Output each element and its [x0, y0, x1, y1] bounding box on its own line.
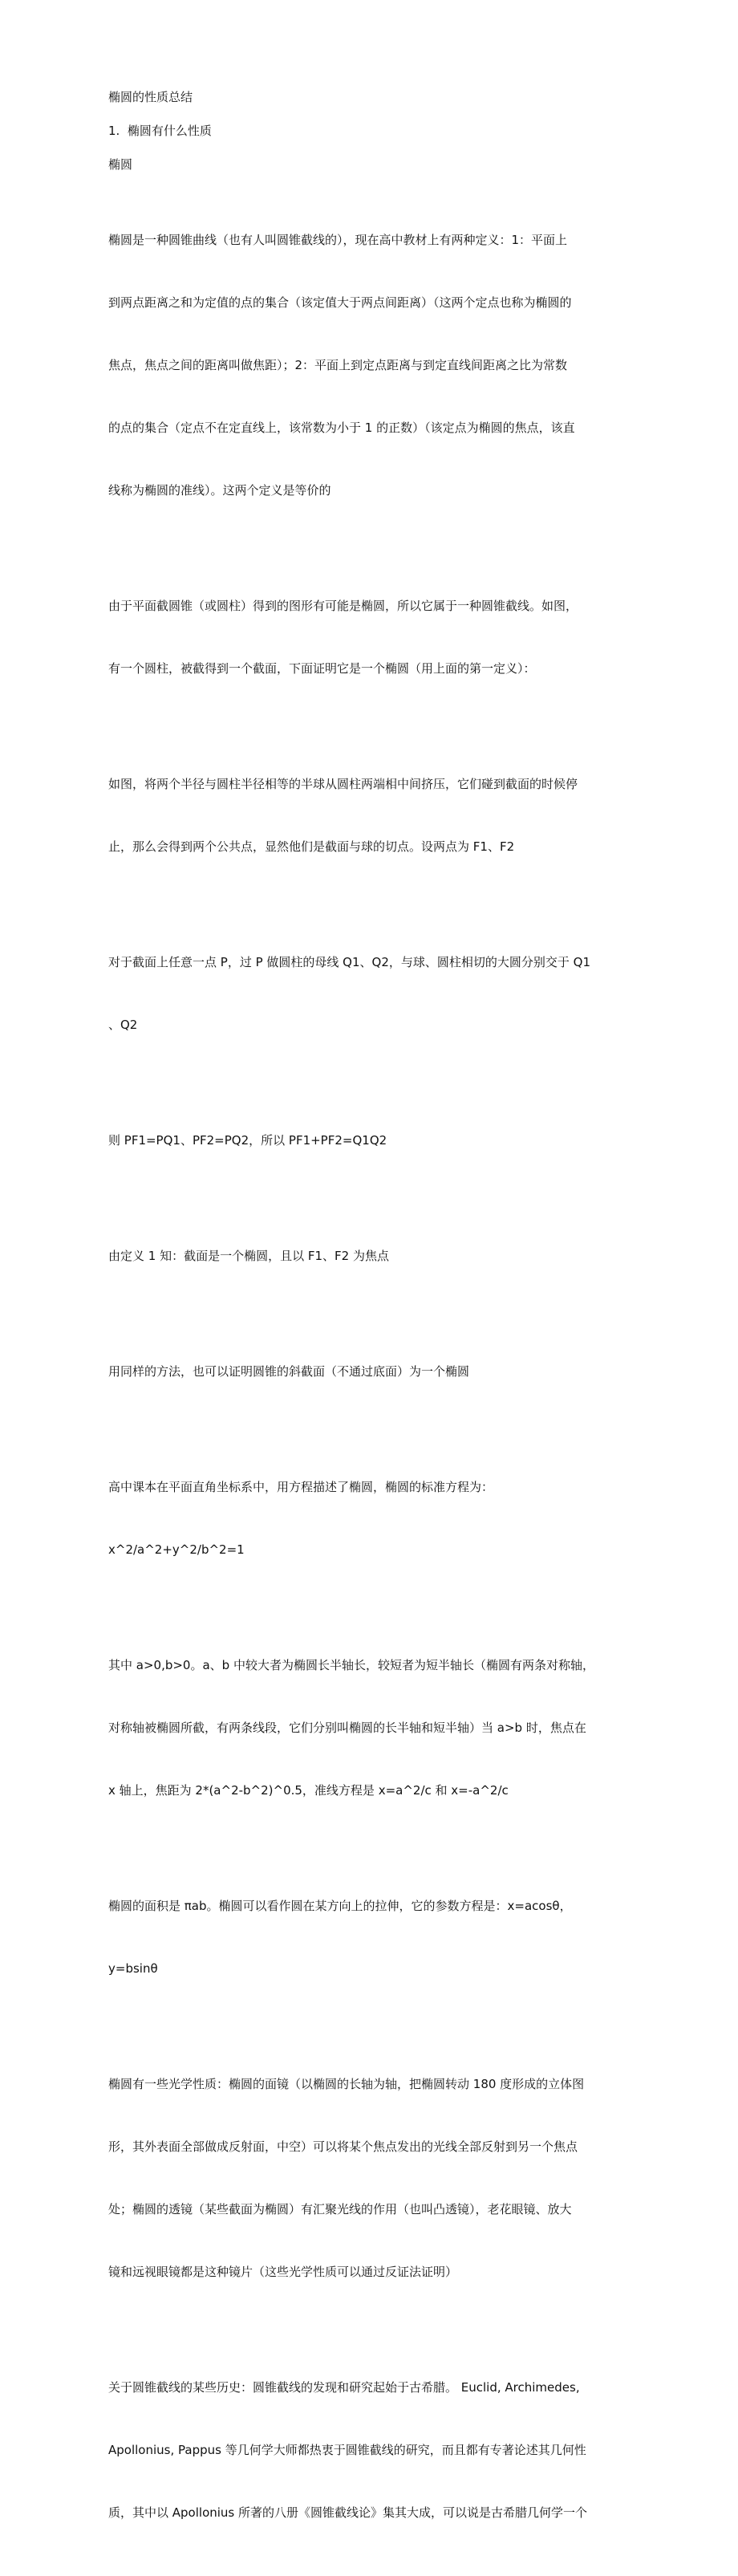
subheading: 椭圆	[108, 157, 133, 172]
text-line: 由定义 1 知：截面是一个椭圆，且以 F1、F2 为焦点	[108, 1249, 389, 1263]
text-line: 高中课本在平面直角坐标系中，用方程描述了椭圆，椭圆的标准方程为：	[108, 1480, 494, 1494]
text-line: 椭圆是一种圆锥曲线（也有人叫圆锥截线的），现在高中教材上有两种定义：1：平面上	[108, 233, 568, 247]
paragraph-standard-equation	[108, 1435, 630, 1602]
document-page	[108, 87, 630, 2576]
text-line: y=bsinθ	[108, 1961, 158, 1976]
paragraph-definitions	[108, 188, 630, 542]
document-title: 椭圆的性质总结	[108, 90, 193, 104]
text-line: 对称轴被椭圆所截，有两条线段，它们分别叫椭圆的长半轴和短半轴）当 a>b 时，焦点在	[108, 1721, 586, 1735]
paragraph-cone-proof	[108, 1319, 630, 1424]
paragraph-axes	[108, 1613, 630, 1843]
text-line: 形，其外表面全部做成反射面，中空）可以将某个焦点发出的光线全部反射到另一个焦点	[108, 2139, 578, 2154]
section-heading: 1. 椭圆有什么性质	[108, 124, 212, 138]
text-line: 由于平面截圆锥（或圆柱）得到的图形有可能是椭圆，所以它属于一种圆锥截线。如图，	[108, 599, 578, 613]
text-line: 的点的集合（定点不在定直线上，该常数为小于 1 的正数）（该定点为椭圆的焦点，该直	[108, 421, 575, 435]
text-line: 椭圆的面积是 πab。椭圆可以看作圆在某方向上的拉伸，它的参数方程是：x=acosθ，	[108, 1899, 572, 1913]
text-line: 焦点，焦点之间的距离叫做焦距）；2：平面上到定点距离与到定直线间距离之比为常数	[108, 358, 568, 372]
text-line: 椭圆有一些光学性质：椭圆的面镜（以椭圆的长轴为轴，把椭圆转动 180 度形成的立体图	[108, 2077, 585, 2091]
text-line: 有一个圆柱，被截得到一个截面，下面证明它是一个椭圆（用上面的第一定义）：	[108, 661, 536, 676]
text-line: 对于截面上任意一点 P，过 P 做圆柱的母线 Q1、Q2，与球、圆柱相切的大圆分别交于 Q1	[108, 955, 590, 969]
text-line: 处；椭圆的透镜（某些截面为椭圆）有汇聚光线的作用（也叫凸透镜），老花眼镜、放大	[108, 2202, 572, 2216]
text-line: x 轴上，焦距为 2*(a^2-b^2)^0.5，准线方程是 x=a^2/c 和 x=-a^2/c	[108, 1783, 509, 1798]
text-line: 线称为椭圆的准线）。这两个定义是等价的	[108, 483, 331, 498]
paragraph-conclusion	[108, 1204, 630, 1308]
paragraph-point-p	[108, 910, 630, 1077]
text-line: 质，其中以 Apollonius 所著的八册《圆锥截线论》集其大成，可以说是古希腊几何学一个	[108, 2505, 588, 2520]
text-line: 、Q2	[108, 1018, 138, 1032]
text-line: 用同样的方法，也可以证明圆锥的斜截面（不通过底面）为一个椭圆	[108, 1364, 470, 1379]
text-line: 止，那么会得到两个公共点，显然他们是截面与球的切点。设两点为 F1、F2	[108, 839, 515, 854]
paragraph-optics	[108, 2032, 630, 2324]
text-line: 则 PF1=PQ1、PF2=PQ2，所以 PF1+PF2=Q1Q2	[108, 1133, 387, 1148]
paragraph-hemispheres	[108, 732, 630, 899]
text-line: 关于圆锥截线的某些历史：圆锥截线的发现和研究起始于古希腊。 Euclid, Archimedes,	[108, 2380, 580, 2395]
text-line: 镜和远视眼镜都是这种镜片（这些光学性质可以通过反证法证明）	[108, 2265, 458, 2279]
paragraph-conic-section	[108, 554, 630, 721]
text-line: 到两点距离之和为定值的点的集合（该定值大于两点间距离）（这两个定点也称为椭圆的	[108, 295, 572, 310]
text-line: 其中 a>0,b>0。a、b 中较大者为椭圆长半轴长，较短者为短半轴长（椭圆有两条对称轴，	[108, 1658, 594, 1672]
equation-line: x^2/a^2+y^2/b^2=1	[108, 1542, 245, 1557]
text-line: Apollonius, Pappus 等几何学大师都热衷于圆锥截线的研究，而且都有专著论述其几何性	[108, 2443, 586, 2457]
paragraph-history	[108, 2335, 630, 2565]
text-line: 如图，将两个半径与圆柱半径相等的半球从圆柱两端相中间挤压，它们碰到截面的时候停	[108, 777, 578, 791]
paragraph-area-parametric	[108, 1854, 630, 2021]
paragraph-equality	[108, 1088, 630, 1193]
